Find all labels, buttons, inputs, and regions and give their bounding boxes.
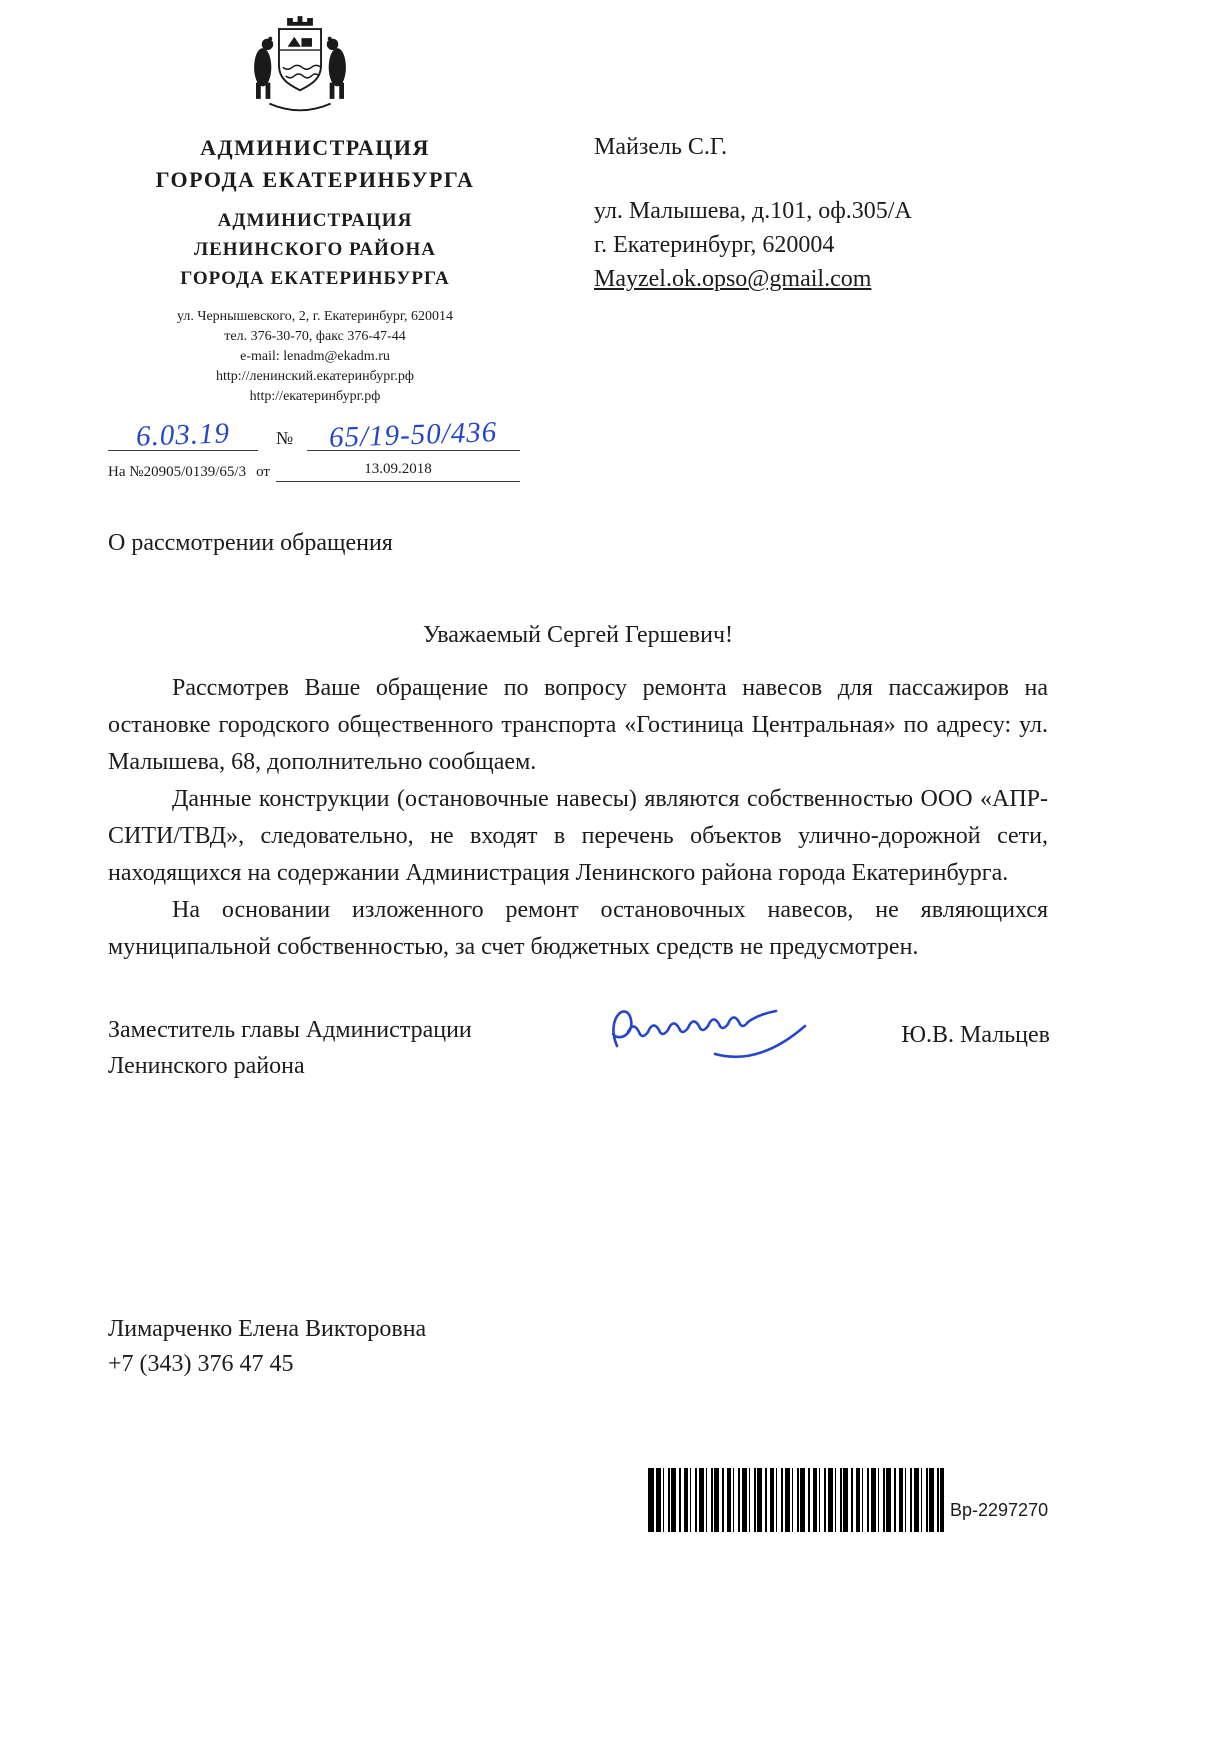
letter-body: [108, 670, 1048, 966]
coat-of-arms-icon: [242, 8, 358, 118]
outgoing-number-handwritten: 65/19-50/436: [328, 416, 499, 454]
subject-line: О рассмотрении обращения: [108, 530, 393, 556]
org-name-line2: ГОРОДА ЕКАТЕРИНБУРГА: [155, 167, 475, 192]
signer-name: Ю.В. Мальцев: [901, 1022, 1050, 1048]
document-code: Вр-2297270: [950, 1500, 1049, 1520]
recipient-address2: г. Екатеринбург, 620004: [594, 232, 835, 258]
paragraph-3: На основании изложенного ремонт остановочных навесов, не являющихся муниципальной собственностью, за счет бюджетных средств не предусмотрен.: [108, 897, 1048, 960]
org-site-city: http://екатеринбург.рф: [249, 389, 381, 404]
reply-date: 13.09.2018: [276, 459, 520, 482]
executor-name: Лимарченко Елена Викторовна: [108, 1316, 427, 1342]
outgoing-number-field: [307, 416, 520, 454]
executor-phone: +7 (343) 376 47 45: [108, 1351, 294, 1377]
signer-title-line1: Заместитель главы Администрации: [108, 1017, 472, 1043]
org-email: e-mail: lenadm@ekadm.ru: [240, 349, 390, 364]
signature-block: [108, 1012, 1050, 1084]
executor-block: [108, 1312, 426, 1382]
number-sign: №: [276, 428, 294, 448]
org-site-district: http://ленинский.екатеринбург.рф: [216, 369, 414, 384]
org-address: ул. Чернышевского, 2, г. Екатеринбург, 620014: [176, 309, 454, 324]
outgoing-date-field: [108, 417, 258, 453]
reply-number: 20905/0139/65/3: [143, 464, 247, 480]
org-sub-line1: АДМИНИСТРАЦИЯ: [217, 210, 413, 231]
paragraph-2: Данные конструкции (остановочные навесы) являются собственностью ООО «АПР-СИТИ/ТВД», следовательно, не входят в перечень объектов улично-дорожной сети, находящихся на содержании Администрация Ленинского района города Екатеринбурга.: [108, 786, 1048, 886]
letterhead: [100, 132, 530, 407]
org-sub-line2: ЛЕНИНСКОГО РАЙОНА: [193, 239, 437, 260]
paragraph-1: Рассмотрев Ваше обращение по вопросу ремонта навесов для пассажиров на остановке городского общественного транспорта «Гостиница Центральная» по адресу: ул. Малышева, 68, дополнительно сообщаем.: [108, 675, 1048, 775]
recipient-block: [594, 130, 1074, 296]
reply-from-label: от: [256, 464, 270, 480]
outgoing-date-handwritten: 6.03.19: [135, 417, 231, 453]
barcode-icon: [648, 1468, 944, 1532]
org-name-line1: АДМИНИСТРАЦИЯ: [200, 135, 430, 160]
org-phones: тел. 376-30-70, факс 376-47-44: [224, 329, 406, 344]
handwritten-signature-icon: [597, 998, 837, 1073]
reply-prefix: На №: [108, 464, 144, 480]
recipient-name: Майзель С.Г.: [594, 134, 728, 160]
signer-title-line2: Ленинского района: [108, 1053, 305, 1079]
recipient-email: Mayzel.ok.opso@gmail.com: [594, 266, 872, 292]
org-sub-line3: ГОРОДА ЕКАТЕРИНБУРГА: [180, 268, 450, 289]
salutation: Уважаемый Сергей Гершевич!: [422, 622, 734, 648]
reference-block: [108, 416, 520, 482]
recipient-address1: ул. Малышева, д.101, оф.305/А: [594, 198, 912, 224]
